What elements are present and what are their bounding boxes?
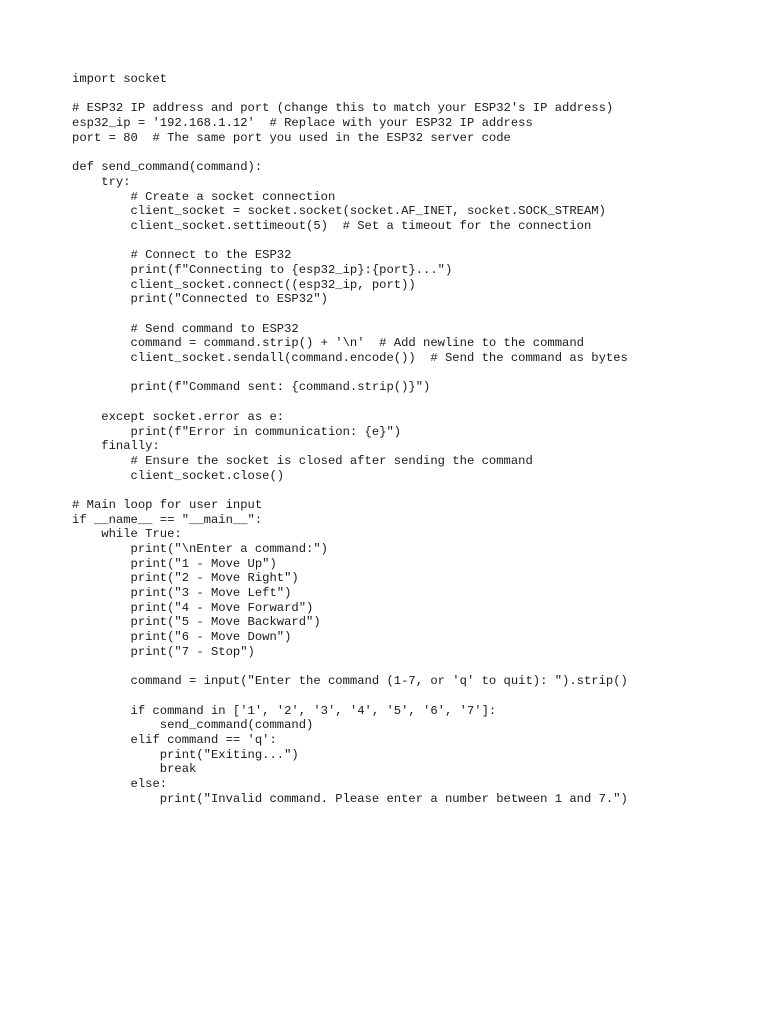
code-line: print(f"Connecting to {esp32_ip}:{port}...") [72,262,453,277]
code-line: print("6 - Move Down") [72,630,292,645]
code-line: print("\nEnter a command:") [72,542,328,556]
code-listing [72,72,628,806]
code-line: import socket [72,72,168,86]
code-line: # Ensure the socket is closed after sending the command [72,453,533,468]
code-line [72,660,628,675]
code-line: # Create a socket connection [72,189,336,204]
code-line: client_socket.connect((esp32_ip, port)) [72,277,416,292]
code-line: print("Invalid command. Please enter a number between 1 and 7.") [72,791,628,806]
code-line: else: [72,777,168,791]
code-line [72,234,628,249]
code-line: except socket.error as e: [72,409,285,424]
code-line: command = input("Enter the command (1-7, or 'q' to quit): ").strip() [72,674,628,689]
code-line: print("7 - Stop") [72,644,255,659]
code-line: print("5 - Move Backward") [72,615,321,630]
code-line: finally: [72,439,160,454]
code-line: elif command == 'q': [72,732,277,747]
code-line: try: [72,174,131,189]
code-line: print("4 - Move Forward") [72,600,314,615]
code-line: def send_command(command): [72,160,263,175]
code-line: client_socket.sendall(command.encode()) # Send the command as bytes [72,351,628,366]
code-line: print("Exiting...") [72,747,299,762]
code-line: if command in ['1', '2', '3', '4', '5', '6', '7']: [72,703,497,718]
code-line: if __name__ == "__main__": [72,512,263,527]
code-line [72,87,628,102]
code-line [72,366,628,381]
code-line: command = command.strip() + '\n' # Add newline to the command [72,336,584,351]
code-line: print("1 - Move Up") [72,556,277,571]
code-line [72,307,628,322]
code-line: print(f"Error in communication: {e}") [72,424,402,439]
code-line: esp32_ip = '192.168.1.12' # Replace with your ESP32 IP address [72,116,533,131]
code-line: break [72,762,197,777]
code-line: while True: [72,527,182,542]
code-line: # ESP32 IP address and port (change this to match your ESP32's IP address) [72,101,614,116]
code-line [72,689,628,704]
code-line [72,145,628,160]
code-line: client_socket.close() [72,468,285,483]
code-line [72,395,628,410]
code-line: print("3 - Move Left") [72,586,292,601]
code-line: print("Connected to ESP32") [72,292,328,307]
code-line: print(f"Command sent: {command.strip()}") [72,380,431,395]
code-line: # Connect to the ESP32 [72,248,292,263]
code-line: send_command(command) [72,718,314,733]
code-line [72,483,628,498]
code-line: port = 80 # The same port you used in the ESP32 server code [72,130,511,145]
code-line: client_socket = socket.socket(socket.AF_INET, socket.SOCK_STREAM) [72,204,606,219]
code-line: # Send command to ESP32 [72,321,299,336]
code-line: print("2 - Move Right") [72,571,299,586]
code-line: client_socket.settimeout(5) # Set a timeout for the connection [72,218,592,233]
code-line: # Main loop for user input [72,497,263,512]
